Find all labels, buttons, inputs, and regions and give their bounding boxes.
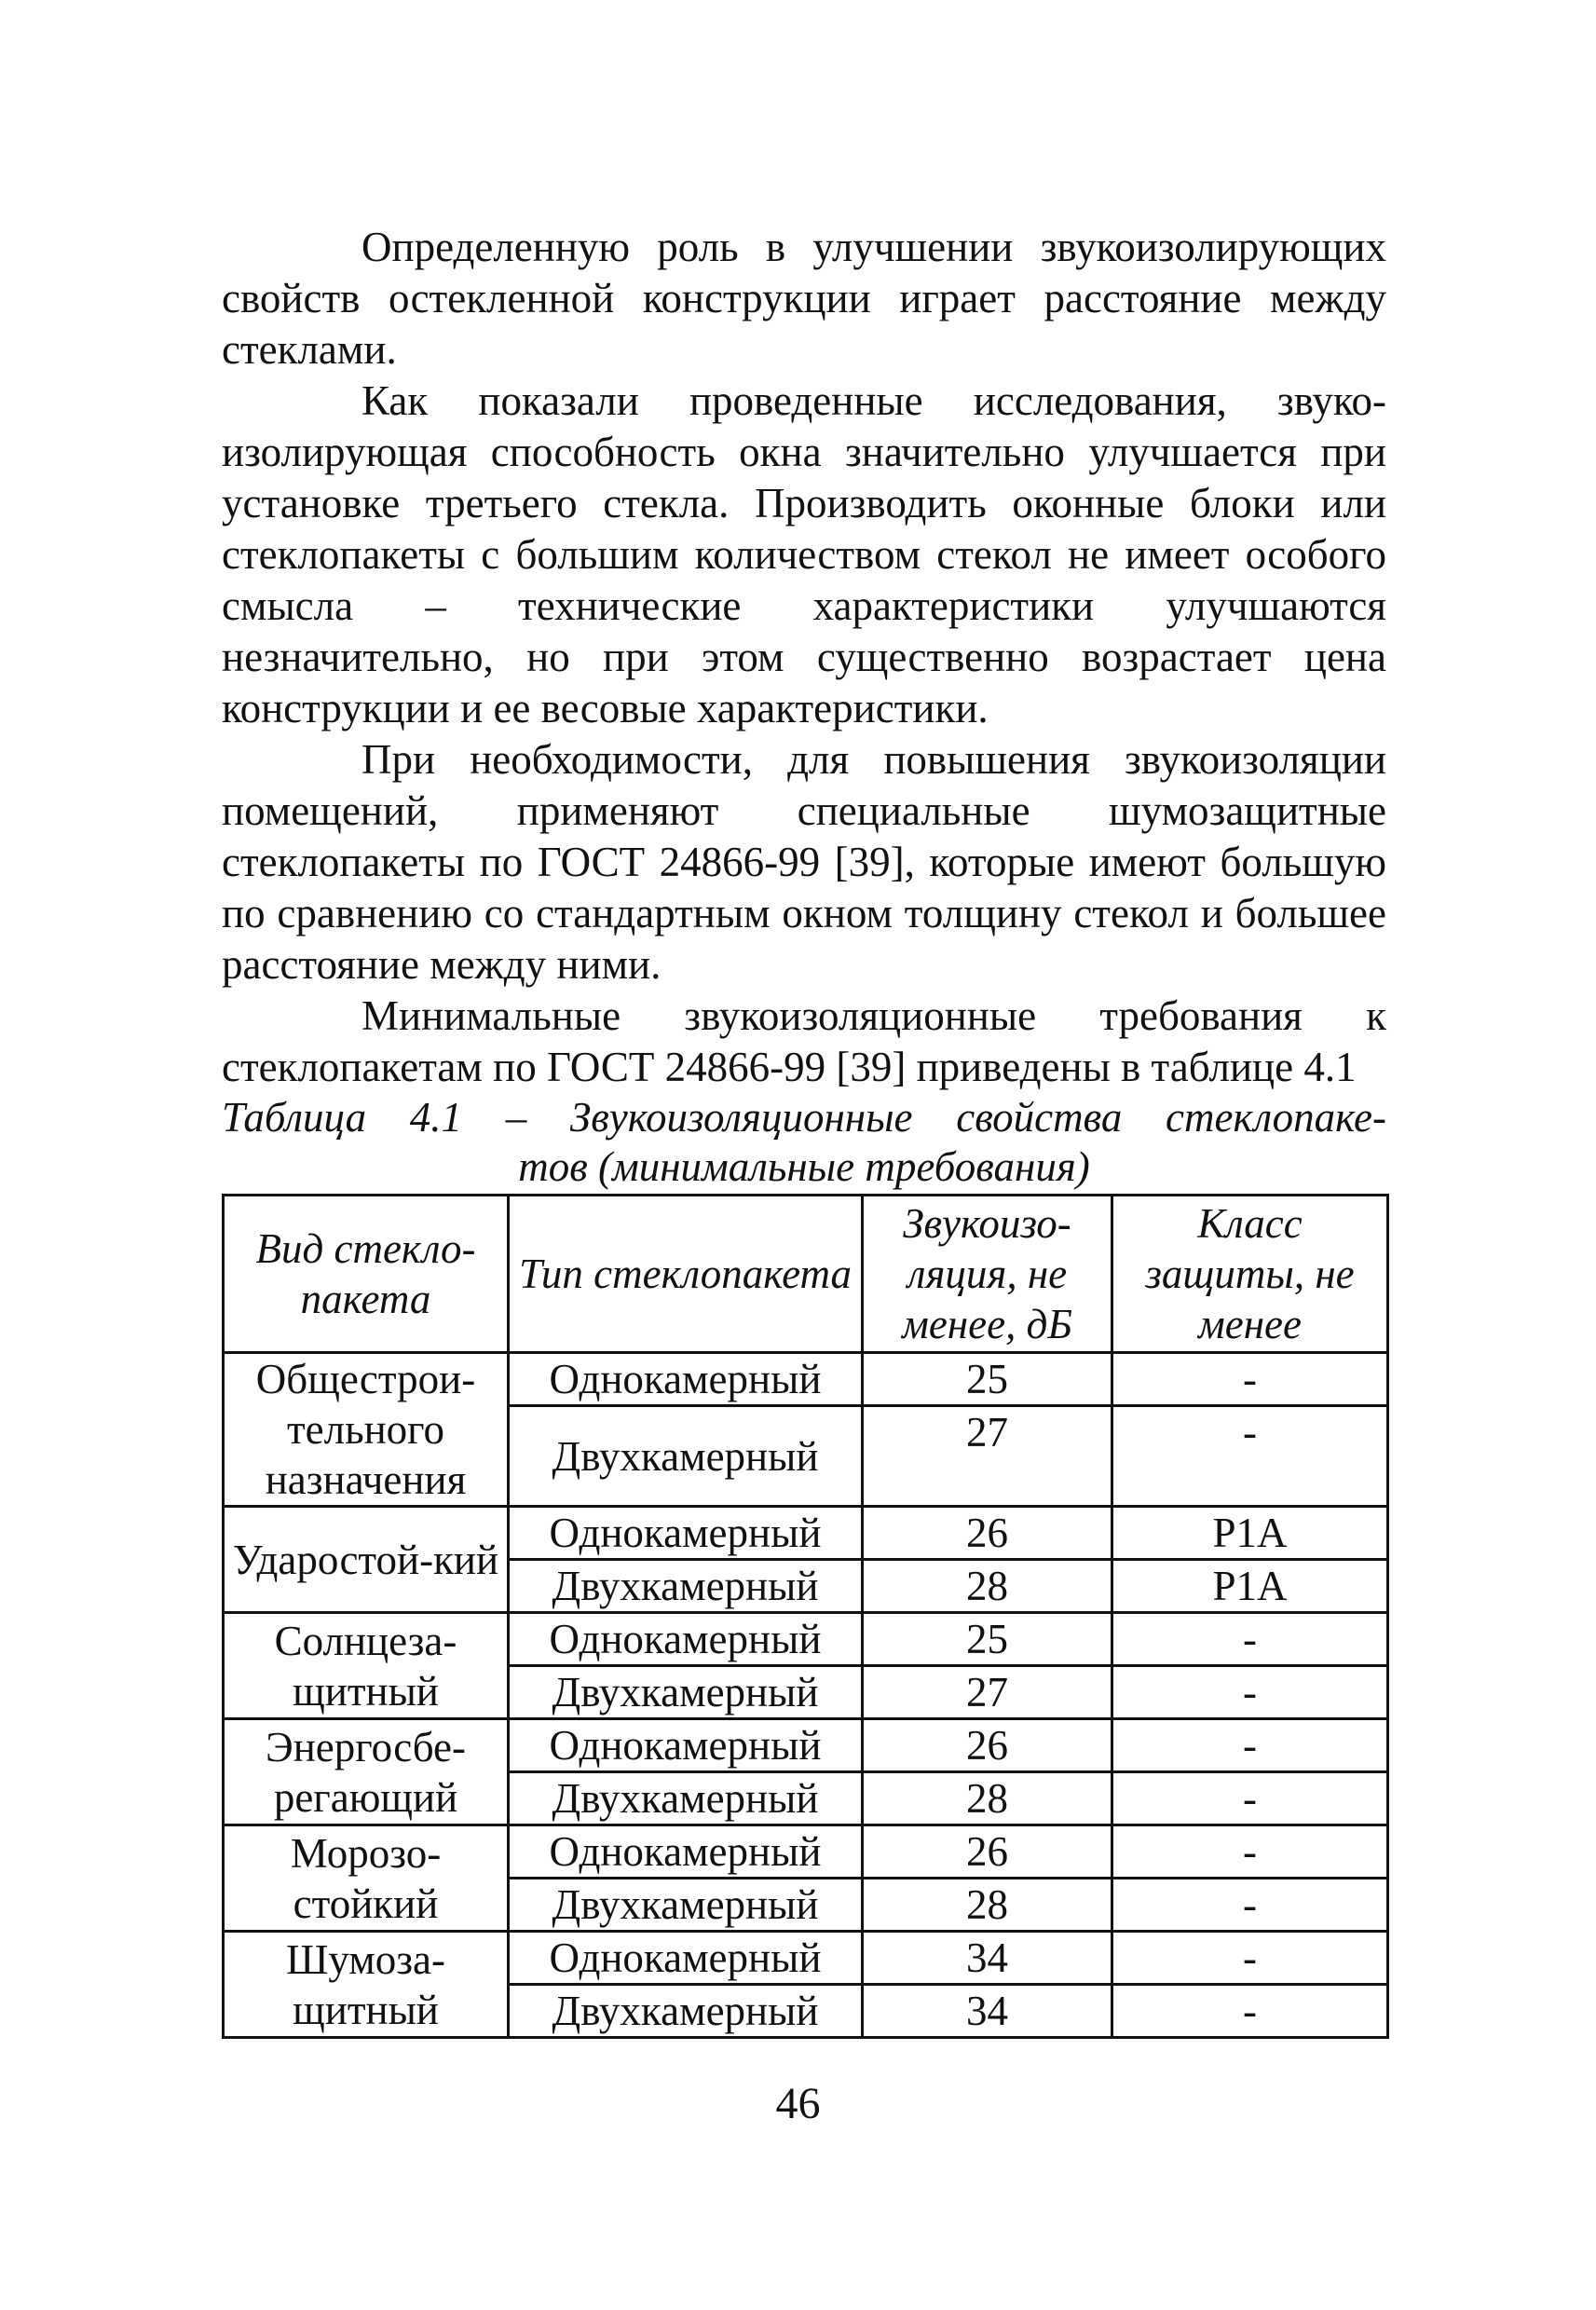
cell-sound: 27 — [863, 1406, 1112, 1507]
sound-insulation-table — [222, 1194, 1389, 2039]
table-caption-line1: Таблица 4.1 – Звукоизоляционные свойства стеклопаке- — [222, 1094, 1386, 1141]
cell-class: - — [1112, 1406, 1388, 1507]
cell-sound: 26 — [863, 1507, 1112, 1560]
cell-class: - — [1112, 1613, 1388, 1666]
table-caption — [222, 1093, 1386, 1192]
page-body — [222, 222, 1386, 2039]
cell-class: - — [1112, 1353, 1388, 1406]
cell-class: P1A — [1112, 1560, 1388, 1613]
cell-sound: 27 — [863, 1666, 1112, 1719]
cell-type: Двухкамерный — [509, 1560, 863, 1613]
table-caption-line2: тов (минимальные требования) — [518, 1143, 1090, 1190]
cell-kind: Ударостой-кий — [224, 1507, 509, 1613]
cell-type: Однокамерный — [509, 1932, 863, 1985]
page-number: 46 — [775, 2079, 821, 2128]
header-type: Тип стеклопакета — [509, 1196, 863, 1353]
cell-sound: 28 — [863, 1879, 1112, 1932]
cell-type: Двухкамерный — [509, 1985, 863, 2038]
cell-sound: 28 — [863, 1772, 1112, 1825]
cell-type: Двухкамерный — [509, 1772, 863, 1825]
cell-type: Двухкамерный — [509, 1666, 863, 1719]
paragraph: Как показали проведенные исследования, звукоизолирующая способность окна значительно улучшается при установке третьего стекла. Производить оконные блоки или стеклопакеты с большим количеством стекол не имеет особого смысла – технические характеристики улучшаются незначительно, но при этом существенно возрастает цена конструкции и ее весовые характеристики. — [222, 377, 1386, 731]
paragraph: Определенную роль в улучшении звукоизолирующих свойств остекленной конструкции играет расстояние между стеклами. — [222, 224, 1386, 373]
cell-type: Однокамерный — [509, 1613, 863, 1666]
cell-class: - — [1112, 1985, 1388, 2038]
cell-type: Однокамерный — [509, 1719, 863, 1772]
header-class: Класс защиты, не менее — [1112, 1196, 1388, 1353]
paragraph: Минимальные звукоизоляционные требования к стеклопакетам по ГОСТ 24866-99 [39] приведены в таблице 4.1 — [222, 992, 1386, 1090]
header-sound: Звукоизо-ляция, не менее, дБ — [863, 1196, 1112, 1353]
table-row — [224, 1932, 1388, 1985]
cell-sound: 26 — [863, 1719, 1112, 1772]
cell-sound: 34 — [863, 1985, 1112, 2038]
cell-type: Однокамерный — [509, 1825, 863, 1879]
table-row — [224, 1507, 1388, 1560]
cell-class: - — [1112, 1719, 1388, 1772]
cell-sound: 25 — [863, 1613, 1112, 1666]
paragraph: При необходимости, для повышения звукоизоляции помещений, применяют специальные шумозащитные стеклопакеты по ГОСТ 24866-99 [39], которые имеют большую по сравнению со стандартным окном толщину стекол и большее расстояние между ними. — [222, 736, 1386, 988]
cell-type: Однокамерный — [509, 1507, 863, 1560]
table-header-row — [224, 1196, 1388, 1353]
cell-sound: 26 — [863, 1825, 1112, 1879]
cell-kind: Морозо-стойкий — [224, 1825, 509, 1932]
cell-class: - — [1112, 1666, 1388, 1719]
table-row — [224, 1719, 1388, 1772]
cell-class: - — [1112, 1772, 1388, 1825]
cell-class: - — [1112, 1932, 1388, 1985]
cell-sound: 34 — [863, 1932, 1112, 1985]
cell-type: Двухкамерный — [509, 1879, 863, 1932]
cell-kind: Шумоза-щитный — [224, 1932, 509, 2038]
cell-sound: 28 — [863, 1560, 1112, 1613]
cell-kind: Солнцеза-щитный — [224, 1613, 509, 1719]
table-row — [224, 1825, 1388, 1879]
cell-kind: Энергосбе-регающий — [224, 1719, 509, 1825]
header-kind: Вид стекло-пакета — [224, 1196, 509, 1353]
cell-class: - — [1112, 1825, 1388, 1879]
cell-class: - — [1112, 1879, 1388, 1932]
cell-type: Двухкамерный — [509, 1406, 863, 1507]
table-row — [224, 1613, 1388, 1666]
cell-kind: Общестрои-тельного назначения — [224, 1353, 509, 1507]
table-row — [224, 1353, 1388, 1406]
cell-type: Однокамерный — [509, 1353, 863, 1406]
cell-class: P1A — [1112, 1507, 1388, 1560]
cell-sound: 25 — [863, 1353, 1112, 1406]
